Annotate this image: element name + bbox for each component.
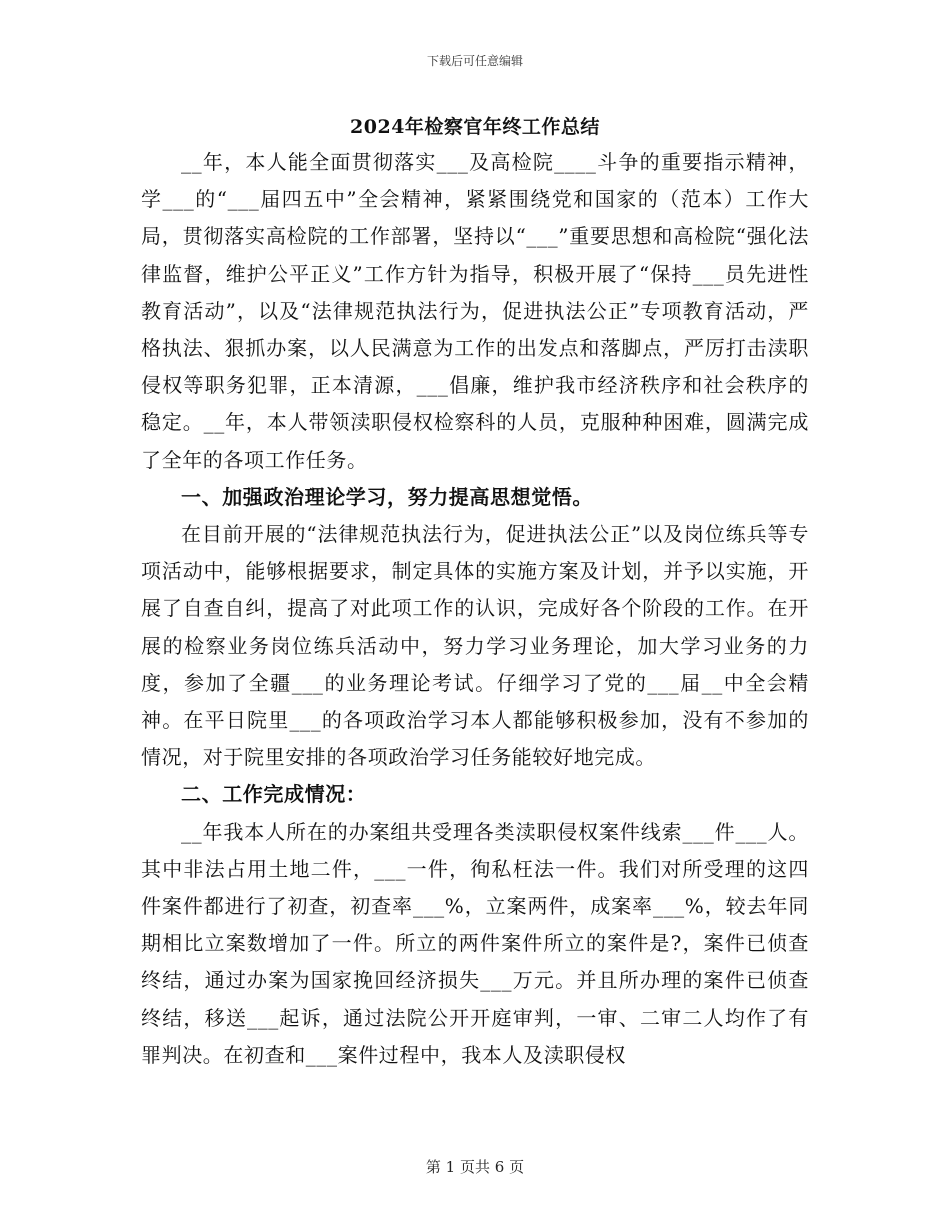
section-2-paragraph: __年我本人所在的办案组共受理各类渎职侵权案件线索___件___人。其中非法占用土地二件，___一件，徇私枉法一件。我们对所受理的这四件案件都进行了初查，初查率___%，立案两件，成案率___%，较去年同期相比立案数增加了一件。所立的两件案件所立的案件是?，案件已侦查终结，通过办案为国家挽回经济损失___万元。并且所办理的案件已侦查终结，移送___起诉，通过法院公开开庭审判，一审、二审二人均作了有罪判决。在初查和___案件过程中，我本人及渎职侵权 — [141, 819, 809, 1067]
section-1-heading: 一、加强政治理论学习，努力提高思想觉悟。 — [181, 484, 593, 509]
page-number-footer: 第 1 页共 6 页 — [425, 1158, 525, 1176]
document-title: 2024年检察官年终工作总结 — [350, 116, 600, 138]
document-body — [141, 112, 809, 1074]
page-header-note: 下载后可任意编辑 — [426, 54, 523, 68]
intro-paragraph: __年，本人能全面贯彻落实___及高检院____斗争的重要指示精神，学___的“___届四五中”全会精神，紧紧围绕党和国家的（范本）工作大局，贯彻落实高检院的工作部署，坚持以“___”重要思想和高检院“强化法律监督，维护公平正义”工作方针为指导，积极开展了“保持___员先进性教育活动”，以及“法律规范执法行为，促进执法公正”专项教育活动，严格执法、狠抓办案，以人民满意为工作的出发点和落脚点，严厉打击渎职侵权等职务犯罪，正本清源，___倡廉，维护我市经济秩序和社会秩序的稳定。__年，本人带领渎职侵权检察科的人员，克服种种困难，圆满完成了全年的各项工作任务。 — [141, 150, 809, 472]
section-1-paragraph: 在目前开展的“法律规范执法行为，促进执法公正”以及岗位练兵等专项活动中，能够根据要求，制定具体的实施方案及计划，并予以实施，开展了自查自纠，提高了对此项工作的认识，完成好各个阶段的工作。在开展的检察业务岗位练兵活动中，努力学习业务理论，加大学习业务的力度，参加了全疆___的业务理论考试。仔细学习了党的___届__中全会精神。在平日院里___的各项政治学习本人都能够积极参加，没有不参加的情况，对于院里安排的各项政治学习任务能较好地完成。 — [141, 522, 809, 770]
section-2-heading: 二、工作完成情况： — [181, 782, 367, 807]
